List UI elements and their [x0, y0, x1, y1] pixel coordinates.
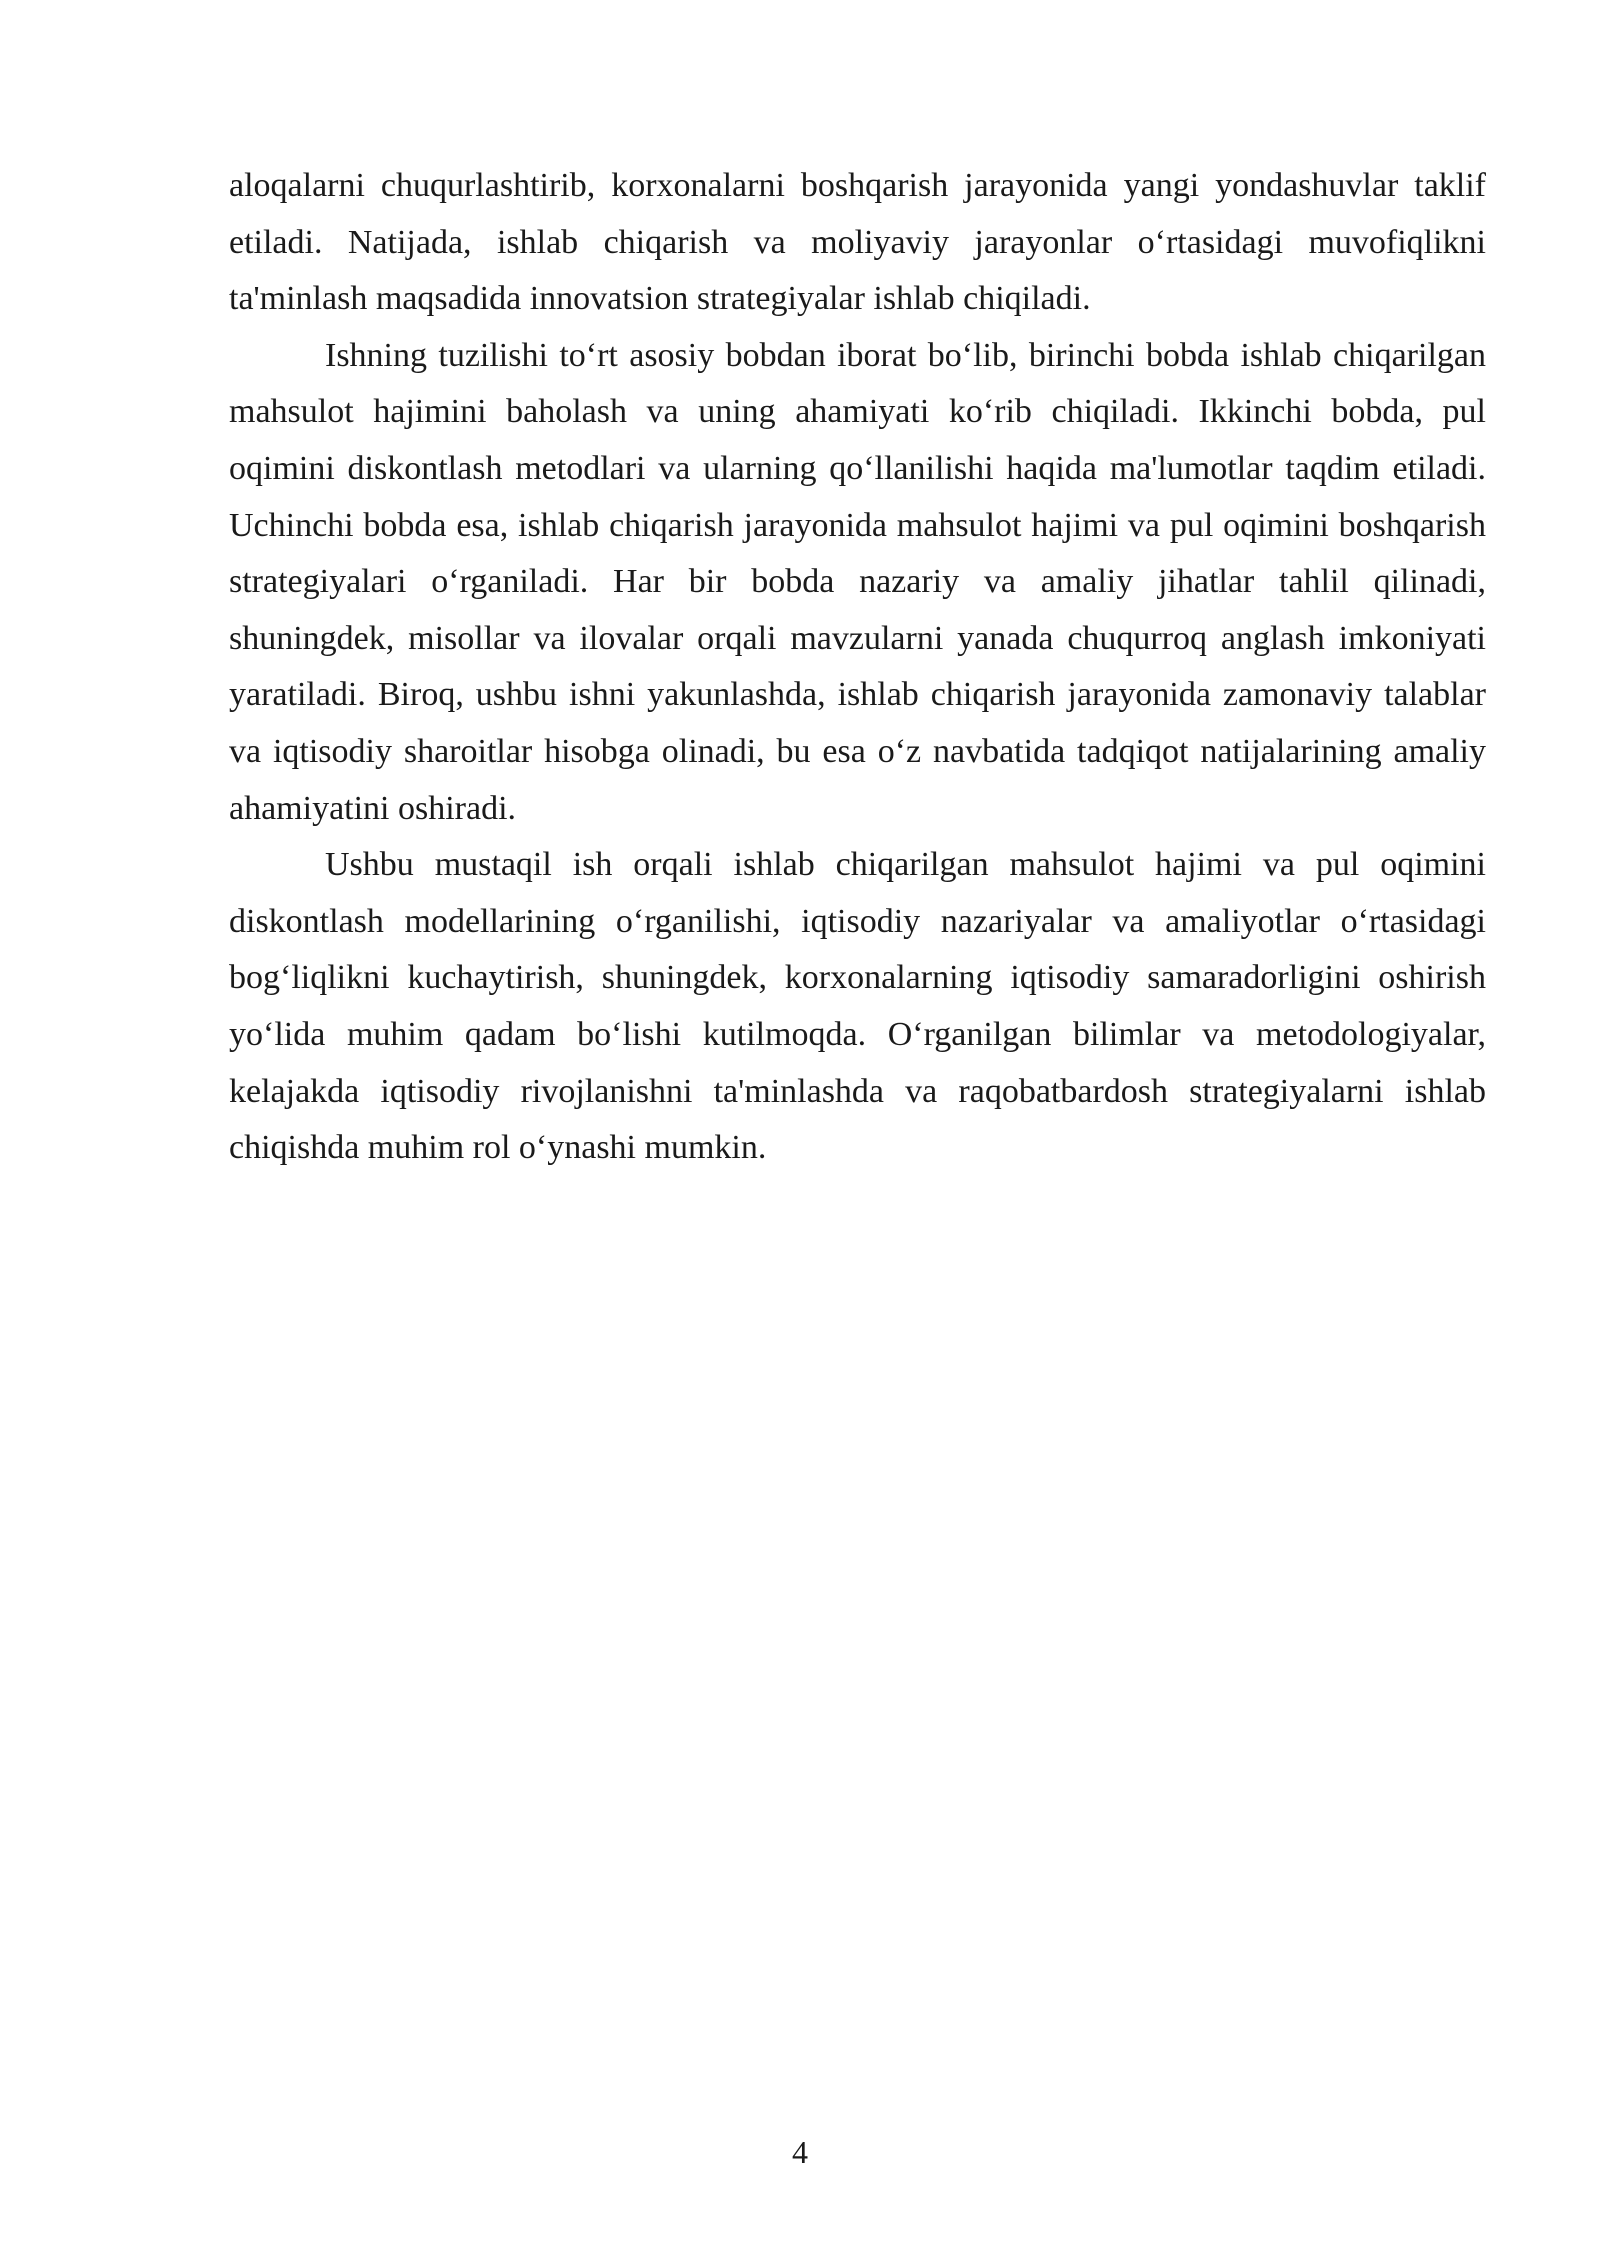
body-text — [229, 158, 1486, 1177]
page-number: 4 — [792, 2134, 808, 2170]
paragraph-1: aloqalarni chuqurlashtirib, korxonalarni boshqarish jarayonida yangi yondashuvlar taklif etiladi. Natijada, ishlab chiqarish va moliyaviy jarayonlar o‘rtasidagi muvofiqlikni ta'minlash maqsadida innovatsion strategiyalar ishlab chiqiladi. — [229, 167, 1486, 318]
paragraph-3: Ushbu mustaqil ish orqali ishlab chiqarilgan mahsulot hajimi va pul oqimini diskontlash modellarining o‘rganilishi, iqtisodiy nazariyalar va amaliyotlar o‘rtasidagi bog‘liqlikni kuchaytirish, shuningdek, korxonalarning iqtisodiy samaradorligini oshirish yo‘lida muhim qadam bo‘lishi kutilmoqda. O‘rganilgan bilimlar va metodologiyalar, kelajakda iqtisodiy rivojlanishni ta'minlashda va raqobatbardosh strategiyalarni ishlab chiqishda muhim rol o‘ynashi mumkin. — [229, 846, 1486, 1167]
paragraph-2: Ishning tuzilishi to‘rt asosiy bobdan iborat bo‘lib, birinchi bobda ishlab chiqarilgan mahsulot hajimini baholash va uning ahamiyati ko‘rib chiqiladi. Ikkinchi bobda, pul oqimini diskontlash metodlari va ularning qo‘llanilishi haqida ma'lumotlar taqdim etiladi. Uchinchi bobda esa, ishlab chiqarish jarayonida mahsulot hajimi va pul oqimini boshqarish strategiyalari o‘rganiladi. Har bir bobda nazariy va amaliy jihatlar tahlil qilinadi, shuningdek, misollar va ilovalar orqali mavzularni yanada chuqurroq anglash imkoniyati yaratiladi. Biroq, ushbu ishni yakunlashda, ishlab chiqarish jarayonida zamonaviy talablar va iqtisodiy sharoitlar hisobga olinadi, bu esa o‘z navbatida tadqiqot natijalarining amaliy ahamiyatini oshiradi. — [229, 336, 1486, 827]
